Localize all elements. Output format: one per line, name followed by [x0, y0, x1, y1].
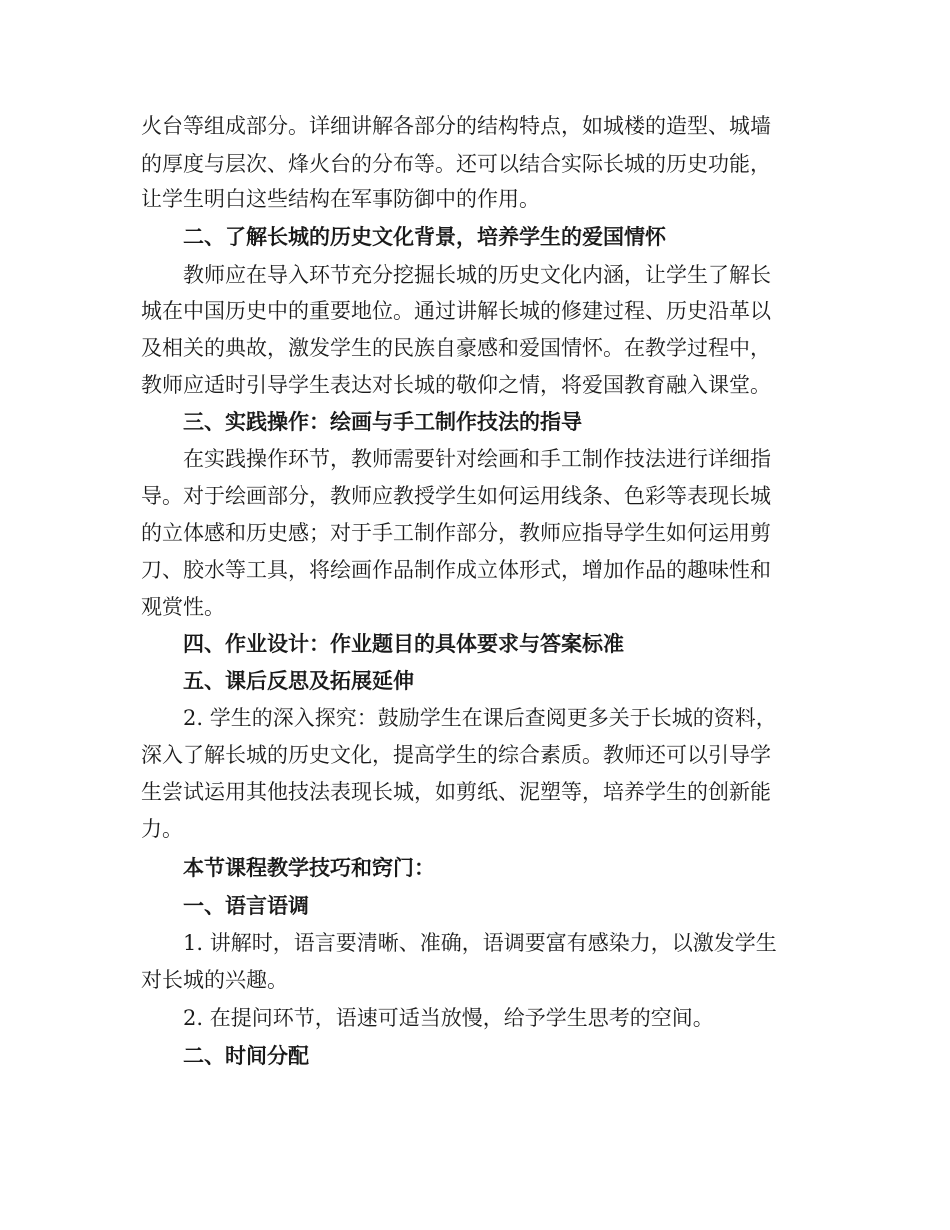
paragraph-line: 对长城的兴趣。 — [141, 968, 288, 992]
paragraph-line: 在实践操作环节，教师需要针对绘画和手工制作技法进行详细指 — [183, 447, 771, 471]
paragraph-line: 火台等组成部分。详细讲解各部分的结构特点，如城楼的造型、城墙 — [141, 114, 771, 138]
paragraph-line: 2. 在提问环节，语速可适当放慢，给予学生思考的空间。 — [183, 1006, 714, 1030]
section-heading-2: 二、了解长城的历史文化背景，培养学生的爱国情怀 — [183, 224, 666, 249]
paragraph-line: 城在中国历史中的重要地位。通过讲解长城的修建过程、历史沿革以 — [141, 299, 771, 323]
tips-heading-1: 一、语言语调 — [183, 893, 309, 918]
paragraph-line: 生尝试运用其他技法表现长城，如剪纸、泥塑等，培养学生的创新能 — [141, 780, 771, 804]
section-heading-4: 四、作业设计：作业题目的具体要求与答案标准 — [183, 631, 624, 656]
tips-heading-2: 二、时间分配 — [183, 1043, 309, 1068]
paragraph-line: 的厚度与层次、烽火台的分布等。还可以结合实际长城的历史功能， — [141, 152, 771, 176]
section-heading-5: 五、课后反思及拓展延伸 — [183, 668, 414, 693]
paragraph-line: 及相关的典故，激发学生的民族自豪感和爱国情怀。在教学过程中， — [141, 336, 771, 360]
paragraph-line: 观赏性。 — [141, 595, 225, 619]
paragraph-line: 1. 讲解时，语言要清晰、准确，语调要富有感染力，以激发学生 — [183, 931, 777, 955]
tips-title: 本节课程教学技巧和窍门： — [183, 855, 435, 880]
paragraph-line: 导。对于绘画部分，教师应教授学生如何运用线条、色彩等表现长城 — [141, 484, 771, 508]
section-heading-3: 三、实践操作：绘画与手工制作技法的指导 — [183, 409, 582, 434]
paragraph-line: 2. 学生的深入探究：鼓励学生在课后查阅更多关于长城的资料， — [183, 706, 777, 730]
paragraph-line: 的立体感和历史感；对于手工制作部分，教师应指导学生如何运用剪 — [141, 521, 771, 545]
paragraph-line: 教师应在导入环节充分挖掘长城的历史文化内涵，让学生了解长 — [183, 263, 771, 287]
paragraph-line: 教师应适时引导学生表达对长城的敬仰之情，将爱国教育融入课堂。 — [141, 373, 771, 397]
paragraph-line: 深入了解长城的历史文化，提高学生的综合素质。教师还可以引导学 — [141, 743, 771, 767]
paragraph-line: 刀、胶水等工具，将绘画作品制作成立体形式，增加作品的趣味性和 — [141, 558, 771, 582]
paragraph-line: 力。 — [141, 817, 183, 841]
paragraph-line: 让学生明白这些结构在军事防御中的作用。 — [141, 187, 540, 211]
